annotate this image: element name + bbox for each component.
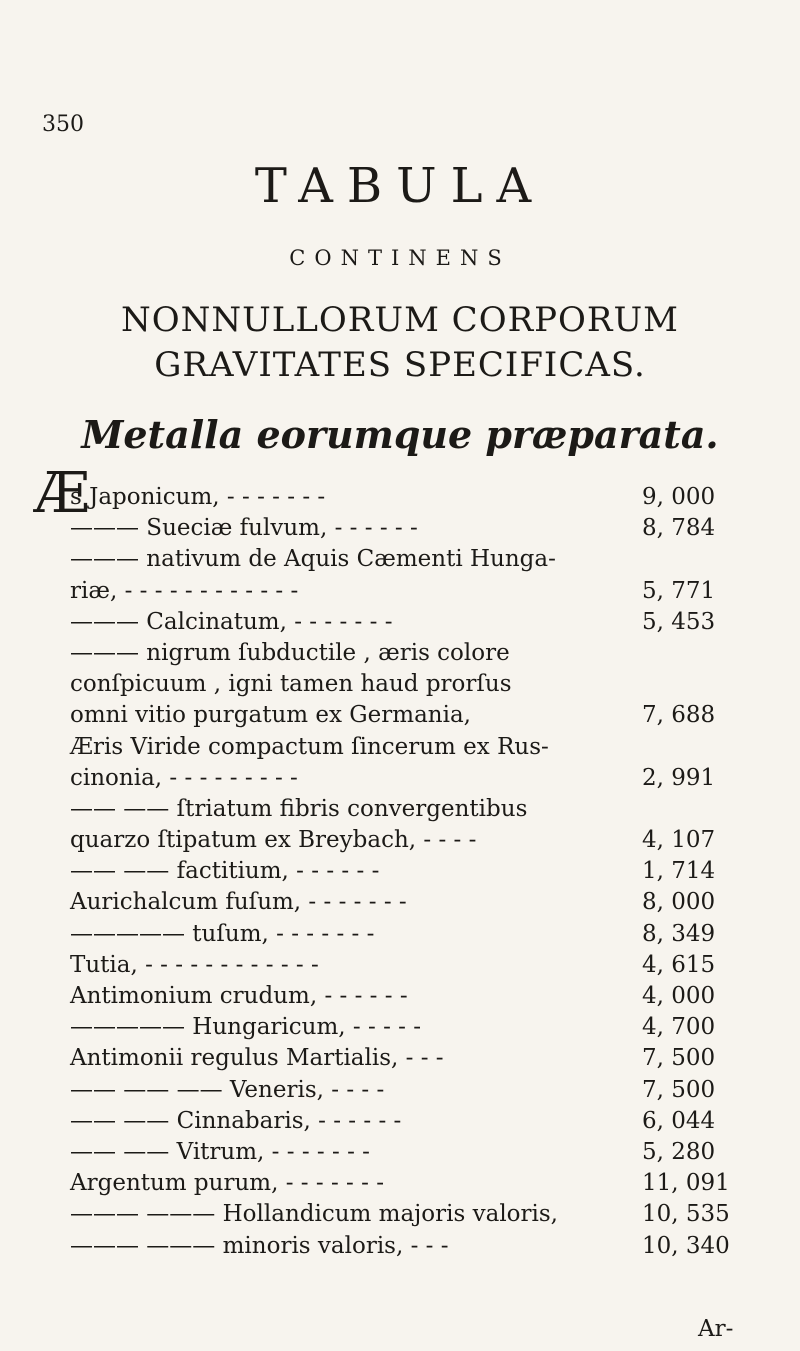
entry-text: Aurichalcum fuſum, - - - - - - - [70, 889, 407, 916]
table-row [70, 981, 770, 1012]
table-row [70, 825, 770, 856]
entry-value: 2, 991 [642, 764, 716, 791]
entry-value: 8, 784 [642, 515, 716, 542]
table-row [70, 1075, 770, 1106]
table-row [70, 1012, 770, 1043]
entry-text: Argentum purum, - - - - - - - [70, 1170, 384, 1197]
table-row [70, 638, 770, 669]
entry-value: 9, 000 [642, 484, 716, 510]
entry-text: ————— tuſum, - - - - - - - [70, 920, 375, 947]
table-row [70, 1168, 770, 1199]
entry-text: ——— Calcinatum, - - - - - - - [70, 608, 393, 635]
drop-cap: Æ [34, 461, 91, 526]
entry-value: 4, 000 [642, 983, 716, 1009]
entry-value: 8, 349 [642, 920, 716, 947]
entry-value: 7, 500 [642, 1076, 716, 1103]
entry-value: 10, 340 [642, 1232, 730, 1259]
entry-value: 7, 688 [642, 702, 716, 729]
entry-text: —— —— Vitrum, - - - - - - - [70, 1138, 370, 1165]
section-title: Metalla eorumque præparata. [81, 412, 719, 457]
table-row [70, 856, 770, 887]
entry-text: Tutia, - - - - - - - - - - - - [70, 951, 319, 978]
entry-text: omni vitio purgatum ex Germania, [70, 702, 471, 729]
entry-text: ——— Sueciæ fulvum, - - - - - - [70, 515, 418, 542]
table-row [70, 794, 770, 825]
entry-text: —— —— ſtriatum fibris convergentibus [70, 795, 528, 822]
table-row [70, 1137, 770, 1168]
table-row [70, 950, 770, 981]
entry-value: 5, 453 [642, 608, 716, 635]
table-subtitle: CONTINENS [289, 246, 511, 270]
entry-value: 4, 700 [642, 1014, 716, 1041]
page-number: 350 [42, 112, 84, 137]
entry-text: ——— ——— minoris valoris, - - - [70, 1232, 449, 1259]
entry-text: cinonia, - - - - - - - - - [70, 764, 298, 791]
entry-text: —— —— —— Veneris, - - - - [70, 1076, 385, 1103]
table-row [70, 919, 770, 950]
entry-text: ————— Hungaricum, - - - - - [70, 1014, 422, 1041]
entry-text: Antimonium crudum, - - - - - - [70, 983, 408, 1009]
entry-value: 5, 280 [642, 1138, 716, 1165]
table-row [70, 669, 770, 700]
entry-text: riæ, - - - - - - - - - - - - [70, 577, 299, 604]
heading-line-1: NONNULLORUM CORPORUM [121, 300, 679, 340]
table-row [70, 887, 770, 918]
catchword: Ar- [698, 1316, 734, 1342]
entry-value: 10, 535 [642, 1201, 730, 1228]
entry-text: ——— ——— Hollandicum majoris valoris, [70, 1201, 558, 1228]
entry-text: s Japonicum, - - - - - - - [70, 484, 326, 510]
entry-value: 5, 771 [642, 577, 716, 604]
entry-value: 11, 091 [642, 1170, 730, 1197]
entry-value: 4, 107 [642, 827, 716, 854]
entry-value: 1, 714 [642, 858, 716, 885]
table-row [70, 700, 770, 731]
table-row [70, 1043, 770, 1074]
table-row [70, 513, 770, 544]
entry-text: —— —— Cinnabaris, - - - - - - [70, 1107, 402, 1134]
entry-text: conſpicuum , igni tamen haud prorſus [70, 671, 512, 698]
entry-text: —— —— factitium, - - - - - - [70, 858, 380, 885]
table-row [34, 461, 770, 526]
table-row [70, 1199, 770, 1230]
table-row [70, 576, 770, 607]
entry-text: Antimonii regulus Martialis, - - - [70, 1045, 444, 1072]
table-row [70, 1106, 770, 1137]
table-row [70, 607, 770, 638]
table-row [70, 763, 770, 794]
table-row [70, 544, 770, 575]
entry-value: 4, 615 [642, 951, 716, 978]
entry-value: 6, 044 [642, 1107, 716, 1134]
table-title: TABULA [254, 158, 546, 214]
entry-text: ——— nigrum ſubductile , æris colore [70, 639, 510, 666]
entry-text: quarzo ſtipatum ex Breybach, - - - - [70, 827, 477, 854]
entry-text: Æris Viride compactum ſincerum ex Rus- [70, 733, 549, 760]
gravity-table [34, 461, 770, 1262]
entry-value: 8, 000 [642, 889, 716, 916]
table-row [70, 1231, 770, 1262]
table-row [70, 732, 770, 763]
entry-value: 7, 500 [642, 1045, 716, 1072]
entry-text: ——— nativum de Aquis Cæmenti Hunga- [70, 546, 556, 573]
heading-line-2: GRAVITATES SPECIFICAS. [154, 345, 646, 385]
